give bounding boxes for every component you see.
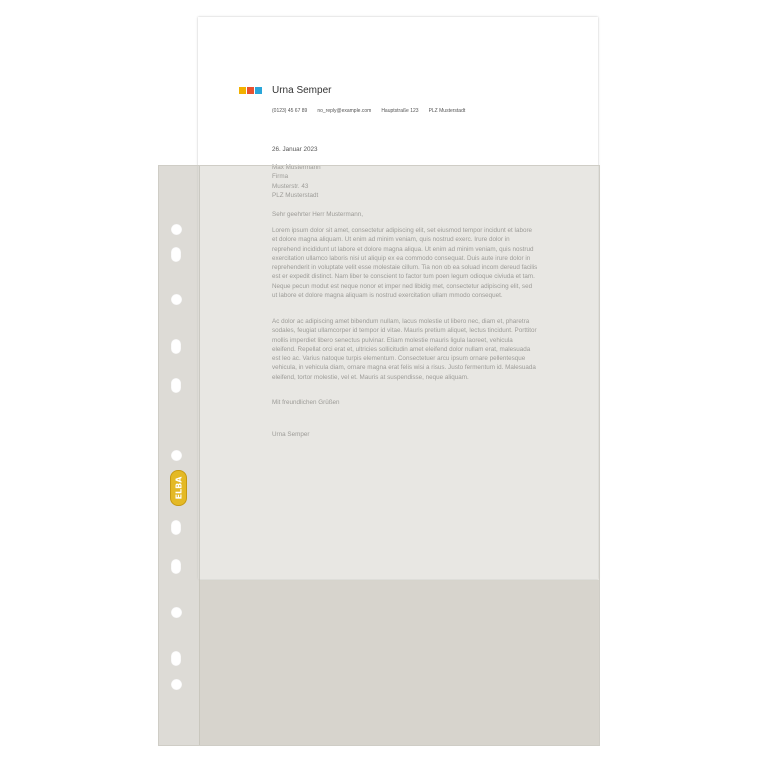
punch-hole-icon — [171, 559, 181, 574]
punch-hole-icon — [171, 339, 181, 354]
punch-hole-icon — [171, 224, 182, 235]
pocket-empty-area — [199, 580, 599, 745]
sheet-protector — [158, 165, 600, 746]
punch-hole-icon — [171, 520, 181, 535]
elba-brand-badge — [170, 470, 187, 506]
sender-email: no_reply@example.com — [317, 108, 372, 114]
sender-city: PLZ Musterstadt — [428, 108, 466, 114]
logo-yellow-square — [239, 87, 246, 94]
sender-contact-line — [272, 108, 475, 114]
brand-label: ELBA — [174, 476, 183, 500]
sender-street: Hauptstraße 123 — [381, 108, 419, 114]
logo-blue-square — [255, 87, 262, 94]
punch-hole-icon — [171, 450, 182, 461]
punch-hole-icon — [171, 651, 181, 666]
punch-hole-icon — [171, 247, 181, 262]
letter-date: 26. Januar 2023 — [272, 146, 318, 153]
punch-hole-icon — [171, 294, 182, 305]
punch-hole-icon — [171, 607, 182, 618]
sender-phone: (0123) 45 67 89 — [272, 108, 308, 114]
logo-red-square — [247, 87, 254, 94]
punch-hole-icon — [171, 378, 181, 393]
company-logo-icon — [239, 87, 262, 94]
sender-name: Urna Semper — [272, 85, 332, 96]
punch-hole-icon — [171, 679, 182, 690]
